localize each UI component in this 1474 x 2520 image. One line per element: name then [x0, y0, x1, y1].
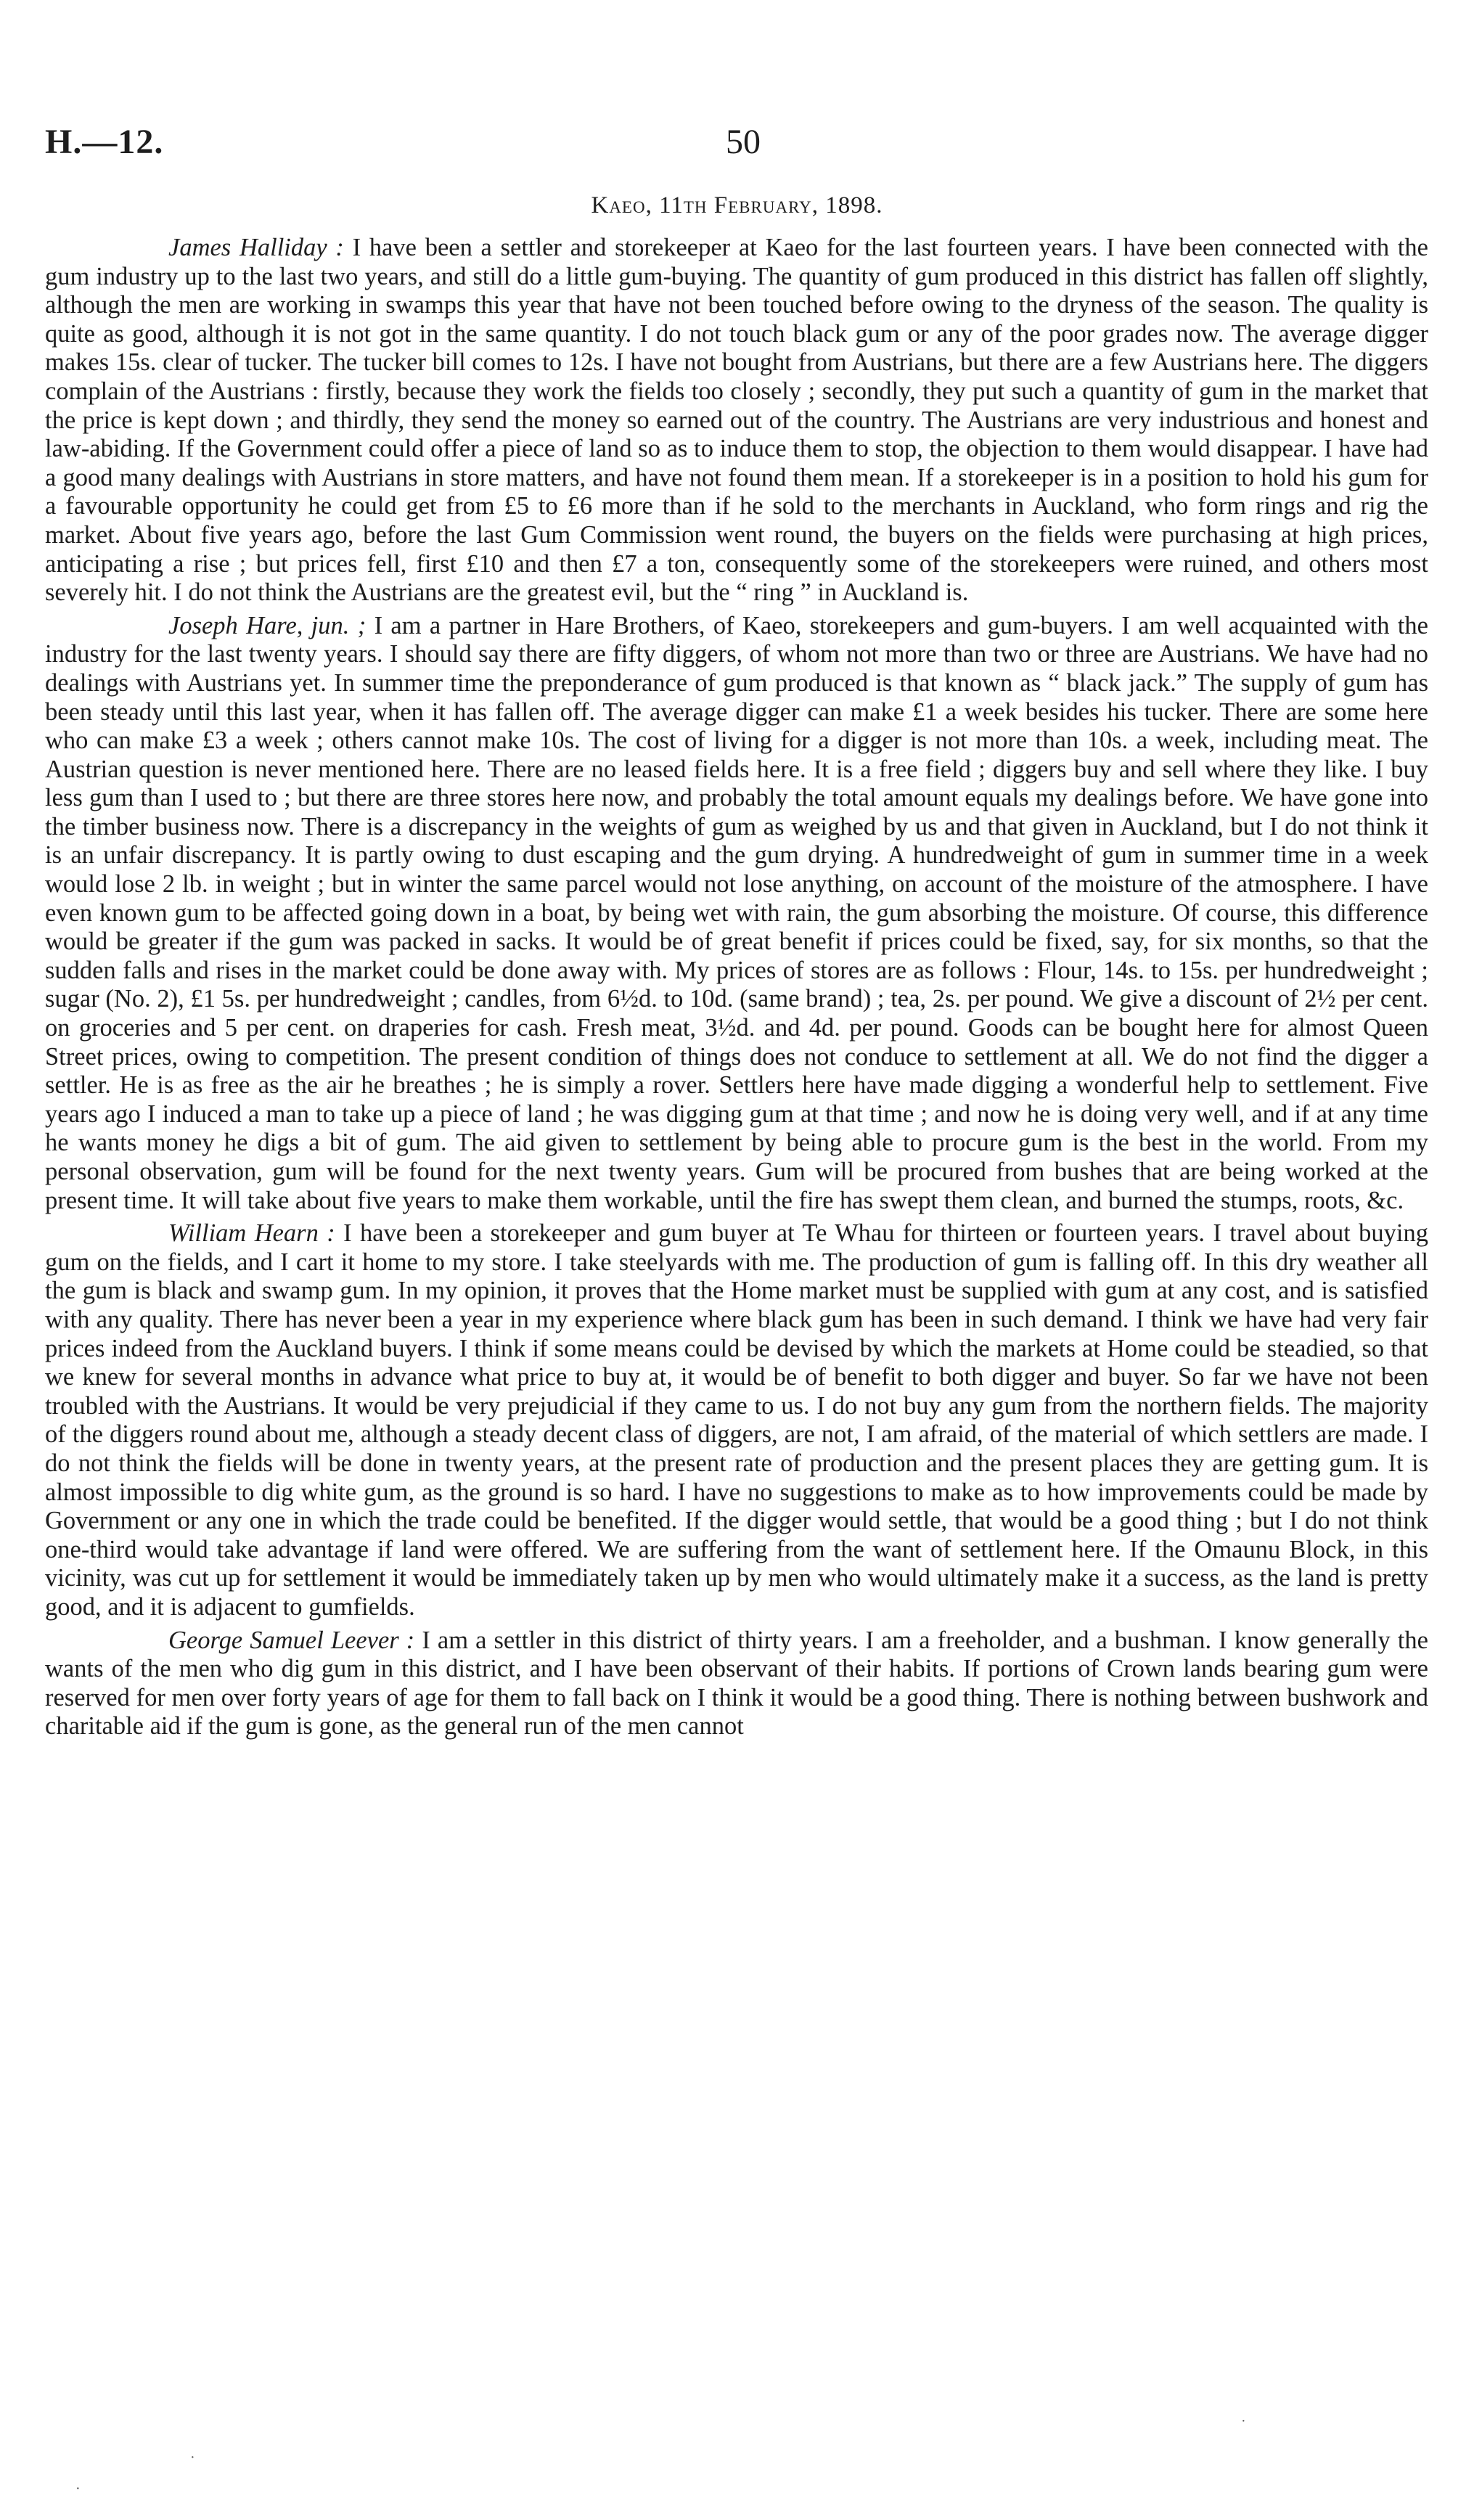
speaker-name: James Halliday : — [168, 234, 344, 261]
testimony-paragraph — [45, 1219, 1428, 1621]
speaker-name: Joseph Hare, jun. ; — [168, 611, 367, 639]
speaker-name: George Samuel Leever : — [168, 1626, 415, 1654]
testimony-text: I have been a settler and storekeeper at Kaeo for the last fourteen years. I have been connected with the gum industry up to the last two years, and still do a little gum-buying. The quantity of gum produced in this district has fallen off slightly, although the men are working in swamps this year that have not been touched before owing to the dryness of the season. The quality is quite as good, although it is not got in the same quantity. I do not touch black gum or any of the poor grades now. The average digger makes 15s. clear of tucker. The tucker bill comes to 12s. I have not bought from Austrians, but there are a few Austrians here. The diggers complain of the Austrians : firstly, because they work the fields too closely ; secondly, they put such a quantity of gum in the market that the price is kept down ; and thirdly, they send the money so earned out of the country. The Austrians are very industrious and honest and law-abiding. If the Government could offer a piece of land so as to induce them to stop, the objection to them would disappear. I have had a good many dealings with Austrians in store matters, and have not found them mean. If a storekeeper is in a position to hold his gum for a favourable opportunity he could get from £5 to £6 more than if he sold to the merchants in Auckland, who form rings and rig the market. About five years ago, before the last Gum Commission went round, the buyers on the fields were purchasing at high prices, anticipating a rise ; but prices fell, first £10 and then £7 a ton, consequently some of the storekeepers were ruined, and others most severely hit. I do not think the Austrians are the greatest evil, but the “ ring ” in Auckland is. — [45, 234, 1428, 607]
speaker-name: William Hearn : — [168, 1219, 335, 1248]
page-number: 50 — [726, 123, 761, 161]
report-reference: H.—12. — [45, 123, 164, 161]
testimony-text: I am a partner in Hare Brothers, of Kaeo, storekeepers and gum-buyers. I am well acquainted with the industry for the last twenty years. I should say there are fifty diggers, of whom not more than two or three are Austrians. We have had no dealings with Austrians yet. In summer time the preponderance of gum produced is that known as “ black jack.” The supply of gum has been steady until this last year, when it has fallen off. The average digger can make £1 a week besides his tucker. There are some here who can make £3 a week ; others cannot make 10s. The cost of living for a digger is not more than 10s. a week, including meat. The Austrian question is never mentioned here. There are no leased fields here. It is a free field ; diggers buy and sell where they like. I buy less gum than I used to ; but there are three stores here now, and probably the total amount equals my dealings before. We have gone into the timber business now. There is a discrepancy in the weights of gum as weighed by us and that given in Auckland, but I do not think it is an unfair discrepancy. It is partly owing to dust escaping and the gum drying. A hundredweight of gum in summer time in a week would lose 2 lb. in weight ; but in winter the same parcel would not lose anything, on account of the moisture of the atmosphere. I have even known gum to be affected going down in a boat, by being wet with rain, the gum absorbing the moisture. Of course, this difference would be greater if the gum was packed in sacks. It would be of great benefit if prices could be fixed, say, for six months, so that the sudden falls and rises in the market could be done away with. My prices of stores are as follows : Flour, 14s. to 15s. per hundredweight ; sugar (No. 2), £1 5s. per hundredweight ; candles, from 6½d. to 10d. (same brand) ; tea, 2s. per pound. We give a discount of 2½ per cent. on groceries and 5 per cent. on draperies for cash. Fresh meat, 3½d. and 4d. per pound. Goods can be bought here for almost Queen Street prices, owing to competition. The present condition of things does not conduce to settlement at all. We do not find the digger a settler. He is as free as the air he breathes ; he is simply a rover. Settlers here have made digging a wonderful help to settlement. Five years ago I induced a man to take up a piece of land ; he was digging gum at that time ; and now he is doing very well, and if at any time he wants money he digs a bit of gum. The aid given to settlement by being able to procure gum is the best in the world. From my personal observation, gum will be found for the next twenty years. Gum will be procured from bushes that are being worked at the present time. It will take about five years to make them workable, until the fire has swept them clean, and burned the stumps, roots, &c. — [45, 611, 1428, 1214]
testimony-text: I am a settler in this district of thirty years. I am a freeholder, and a bushman. I know generally the wants of the men who dig gum in this district, and I have been observant of their habits. If portions of Crown lands bearing gum were reserved for men over forty years of age for them to fall back on I think it would be a good thing. There is nothing between bushwork and charitable aid if the gum is gone, as the general run of the men cannot — [45, 1626, 1428, 1740]
testimony-text: I have been a storekeeper and gum buyer at Te Whau for thirteen or fourteen years. I travel about buying gum on the fields, and I cart it home to my store. I take steelyards with me. The production of gum is falling off. In this dry weather all the gum is black and swamp gum. In my opinion, it proves that the Home market must be supplied with gum at any cost, and is satisfied with any quality. There has never been a year in my experience where black gum has been in such demand. I think we have had very fair prices indeed from the Auckland buyers. I think if some means could be devised by which the markets at Home could be steadied, so that we knew for several months in advance what price to buy at, it would be of benefit to both digger and buyer. So far we have not been troubled with the Austrians. It would be very prejudicial if they came to us. I do not buy any gum from the northern fields. The majority of the diggers round about me, although a steady decent class of diggers, are not, I am afraid, of the material of which settlers are made. I do not think the fields will be done in twenty years, at the present rate of production and the present places they are getting gum. It is almost impossible to dig white gum, as the ground is so hard. I have no suggestions to make as to how improvements could be made by Government or any one in which the trade could be benefited. If the digger would settle, that would be a good thing ; but I do not think one-third would take advantage if land were offered. We are suffering from the want of settlement here. If the Omaunu Block, in this vicinity, was cut up for settlement it would be immediately taken up by men who would ultimately make it a success, as the land is pretty good, and it is adjacent to gumfields. — [45, 1219, 1428, 1621]
scan-speck: · — [190, 2450, 195, 2466]
scan-speck: · — [75, 2481, 81, 2497]
testimony-paragraph — [45, 612, 1428, 1215]
dateline: Kaeo, 11th February, 1898. — [591, 192, 883, 218]
scan-speck: · — [1241, 2413, 1246, 2429]
testimony-paragraph — [45, 1627, 1428, 1741]
document-body — [45, 234, 1428, 1746]
testimony-paragraph — [45, 234, 1428, 608]
